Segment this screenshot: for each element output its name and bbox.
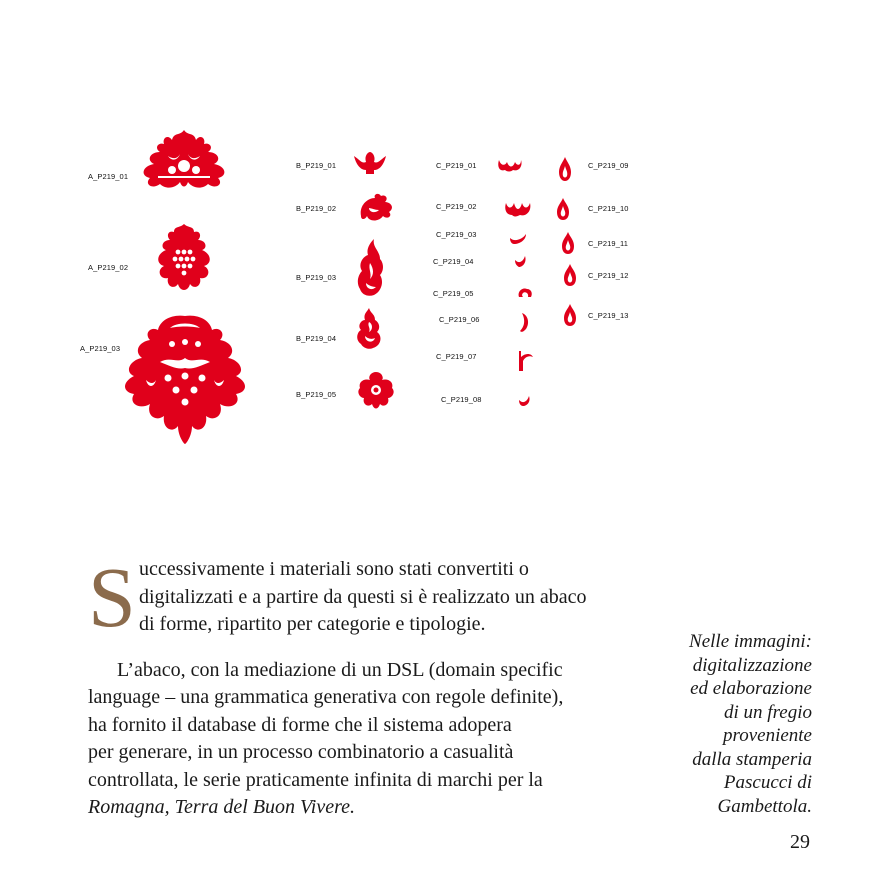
label-c5: C_P219_05 <box>433 289 474 298</box>
paragraph-2-line: ha fornito il database di forme che il sistema adopera <box>88 713 512 736</box>
label-c7: C_P219_07 <box>436 352 477 361</box>
page-number: 29 <box>790 831 810 853</box>
paragraph-1-line: digitalizzati e a partire da questi si è realizzato un abaco <box>139 585 587 608</box>
label-c2: C_P219_02 <box>436 202 477 211</box>
ornament-c11 <box>561 231 575 255</box>
label-b4: B_P219_04 <box>296 334 337 343</box>
ornament-c8 <box>517 394 531 406</box>
label-b5: B_P219_05 <box>296 390 337 399</box>
caption-line: digitalizzazione <box>692 654 812 676</box>
paragraph-2-line: per generare, in un processo combinatorio a casualità <box>88 741 514 763</box>
ornament-c10 <box>556 197 570 221</box>
ornament-b1 <box>352 150 388 176</box>
paragraph-1 <box>88 549 668 645</box>
drop-cap: S <box>88 549 136 645</box>
label-c10: C_P219_10 <box>588 204 629 213</box>
ornament-a2 <box>154 222 214 294</box>
ornament-c9 <box>558 156 572 182</box>
ornament-b4 <box>355 306 383 350</box>
ornament-c13 <box>563 303 577 327</box>
label-c4: C_P219_04 <box>433 257 474 266</box>
paragraph-2-italic-line: Romagna, Terra del Buon Vivere. <box>88 796 356 818</box>
ornament-b3 <box>354 237 386 297</box>
label-c6: C_P219_06 <box>439 315 480 324</box>
ornament-c6 <box>518 311 532 333</box>
caption-line: Nelle immagini: <box>689 631 812 652</box>
ornament-c12 <box>563 263 577 287</box>
label-c9: C_P219_09 <box>588 161 629 170</box>
ornament-a3 <box>120 312 250 446</box>
caption-line: Gambettola. <box>717 795 812 817</box>
paragraph-2-line: language – una grammatica generativa con regole definite), <box>88 686 564 708</box>
paragraph-2 <box>88 657 668 822</box>
label-c12: C_P219_12 <box>588 271 629 280</box>
label-c13: C_P219_13 <box>588 311 629 320</box>
label-a1: A_P219_01 <box>88 172 129 181</box>
ornament-c7 <box>515 349 535 373</box>
paragraph-1-line: di forme, ripartito per categorie e tipologie. <box>139 613 486 635</box>
ornament-c2 <box>504 197 532 217</box>
paragraph-2-line: L’abaco, con la mediazione di un DSL (domain specific <box>117 658 563 681</box>
ornament-c5 <box>517 287 533 299</box>
label-c1: C_P219_01 <box>436 161 477 170</box>
ornament-b2 <box>357 192 395 222</box>
paragraph-2-line: controllata, le serie praticamente infinita di marchi per la <box>88 768 543 791</box>
caption-line: Pascucci di <box>723 772 812 793</box>
label-a2: A_P219_02 <box>88 263 129 272</box>
ornament-a1 <box>138 126 230 192</box>
image-caption <box>622 630 812 818</box>
label-a3: A_P219_03 <box>80 344 121 353</box>
caption-line: proveniente <box>723 725 812 746</box>
caption-line: dalla stamperia <box>692 748 812 770</box>
label-b3: B_P219_03 <box>296 273 337 282</box>
caption-line: ed elaborazione <box>690 678 812 699</box>
paragraph-1-line: uccessivamente i materiali sono stati convertiti o <box>139 558 529 580</box>
ornament-c1 <box>497 156 523 172</box>
label-b1: B_P219_01 <box>296 161 337 170</box>
label-c11: C_P219_11 <box>588 239 628 248</box>
body-text <box>88 549 668 822</box>
label-b2: B_P219_02 <box>296 204 337 213</box>
ornament-c3 <box>508 232 528 244</box>
ornament-c4 <box>513 254 527 267</box>
ornament-b5 <box>356 370 396 410</box>
label-c3: C_P219_03 <box>436 230 477 239</box>
label-c8: C_P219_08 <box>441 395 482 404</box>
caption-line: di un fregio <box>724 701 812 723</box>
